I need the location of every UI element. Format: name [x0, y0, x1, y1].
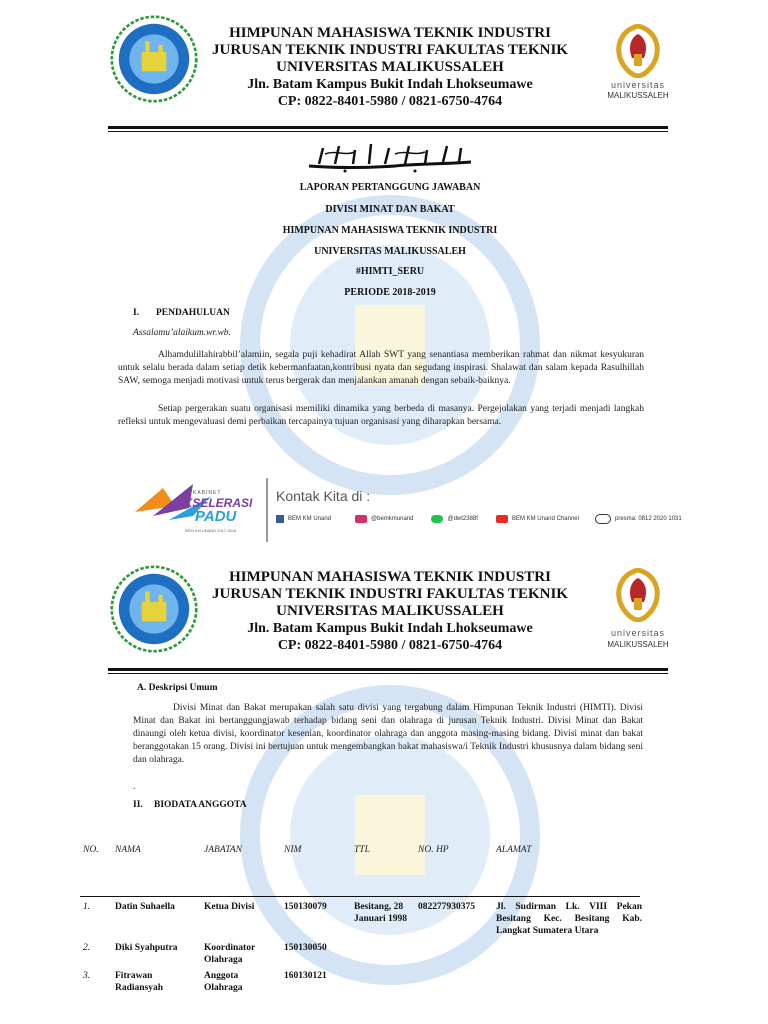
header2-phone: CP: 0822-8401-5980 / 0821-6750-4764 [277, 638, 503, 653]
report-title-line-6: PERIODE 2018-2019 [344, 287, 436, 298]
table-header-no: NO. [83, 845, 99, 855]
row-1-ttl: Besitang, 28 Januari 1998 [354, 902, 408, 924]
header2-line-1: HIMPUNAN MAHASISWA TEKNIK INDUSTRI [229, 569, 551, 585]
intro-paragraph-1: Alhamdulillahirabbil’alamiin, segala puji kehadirat Allah SWT yang senantiasa memberikan rahmat dan nikmat kesyukuran untuk selalu berada dalam setiap detik kebermanfaatan,kontribusi nyata dan segudang inspirasi. Shalawat dan salam kepada Rasulhillah SAW, semoga menjadi motivasi untuk terus bergerak dan menjalankan amanah dengan sebaik-baiknya. [118, 350, 644, 386]
row-1-jabatan: Ketua Divisi [204, 902, 255, 912]
kabinet-padu: PADU [195, 508, 237, 525]
section-a-paragraph: Divisi Minat dan Bakat merupakan salah satu divisi yang tergabung dalam Himpunan Teknik Industri (HIMTI). Divisi Minat dan Bakat ini bertanggungjawab terhadap bidang seni dan olahraga di jurusan Teknik Industri. Divisi Minat dan Bakat dinaungi oleh ketua divisi, koordinator kesenian, koordinator olahraga dan anggota masing-masing bidang. Divisi minat dan bakat beranggotakan 15 orang. Divisi ini bertujuan untuk mengembangkan bakat mahasiswa/i Teknik Industri khususnya dalam bidang seni dan olahraga. [133, 703, 643, 765]
kabinet-small: KABINET [193, 490, 222, 496]
unimal-logo2-text-2: MALIKUSSALEH [607, 640, 669, 649]
intro-paragraph-2: Setiap pergerakan suatu organisasi memiliki dinamika yang berbeda di masanya. Pergejolakan yang terjadi menjadi langkah refleksi untuk mengevaluasi demi perbaikan tercapainya tujuan organisasi yang diharapkan bersama. [118, 404, 644, 427]
instagram-icon [355, 515, 367, 523]
unimal-logo [612, 24, 664, 78]
contact-phone: presma: 0812 2020 1031 [614, 516, 682, 522]
report-title-line-4: UNIVERSITAS MALIKUSSALEH [314, 246, 466, 257]
row-3-jabatan: Anggota Olahraga [204, 971, 243, 993]
row-2-nama: Diki Syahputra [115, 943, 178, 953]
basmalah-calligraphy [305, 140, 475, 176]
table-rule [80, 896, 640, 897]
row-2-nim: 150130050 [284, 943, 327, 953]
header-line-2: JURUSAN TEKNIK INDUSTRI FAKULTAS TEKNIK [212, 42, 568, 58]
row-1-no: 1. [83, 902, 91, 912]
himti-logo-2 [110, 565, 198, 653]
phone-icon [595, 514, 611, 524]
header2-line-2: JURUSAN TEKNIK INDUSTRI FAKULTAS TEKNIK [212, 586, 568, 602]
unimal-logo-text-2: MALIKUSSALEH [607, 91, 669, 100]
row-1-hp: 082277930375 [418, 902, 475, 912]
table-header-nim: NIM [284, 845, 302, 855]
section-a-title: A. Deskripsi Umum [137, 683, 218, 693]
header-address: Jln. Batam Kampus Bukit Indah Lhokseumawe [247, 77, 533, 92]
unimal-logo-2 [612, 568, 664, 622]
report-title-line-1: LAPORAN PERTANGGUNG JAWABAN [299, 182, 481, 193]
table-header-nama: NAMA [115, 845, 141, 855]
section-1-title: PENDAHULUAN [156, 308, 230, 318]
header-rule-thin [108, 131, 668, 132]
unimal-logo2-text-1: universitas [610, 628, 666, 638]
kabinet-logo [133, 482, 263, 542]
header-line-1: HIMPUNAN MAHASISWA TEKNIK INDUSTRI [229, 25, 551, 41]
greeting: Assalamu’alaikum.wr.wb. [133, 328, 231, 338]
header-rule-thick [108, 126, 668, 129]
table-header-hp: NO. HP [418, 845, 449, 855]
row-2-no: 2. [83, 943, 91, 953]
header2-rule-thin [108, 673, 668, 674]
section-1-number: I. [133, 308, 140, 318]
watermark-logo-1 [240, 195, 540, 495]
contact-title: Kontak Kita di : [276, 488, 371, 504]
table-header-ttl: TTL [354, 845, 370, 855]
table-header-jabatan: JABATAN [204, 845, 242, 855]
contact-line: @dwt2388f [447, 516, 478, 522]
report-title-line-2: DIVISI MINAT DAN BAKAT [325, 204, 455, 215]
header-phone: CP: 0822-8401-5980 / 0821-6750-4764 [277, 94, 503, 109]
section-2-title: BIODATA ANGGOTA [154, 800, 247, 810]
row-1-alamat: Jl. Sudirman Lk. VIII Pekan Besitang Kec. Besitang Kab. Langkat Sumatera Utara [496, 902, 642, 936]
unimal-logo-text-1: universitas [610, 80, 666, 90]
report-title-line-5: #HIMTI_SERU [355, 266, 425, 277]
contact-instagram: @bemkmunand [371, 516, 414, 522]
facebook-icon [276, 515, 284, 523]
header2-rule-thick [108, 668, 668, 671]
contact-row [276, 514, 682, 524]
row-1-nama: Datin Suhaella [115, 902, 175, 912]
kabinet-akselerasi: AKSELERASI [175, 496, 253, 510]
header2-address: Jln. Batam Kampus Bukit Indah Lhokseumawe [247, 621, 533, 636]
youtube-icon [496, 515, 508, 523]
row-2-jabatan: Koordinator Olahraga [204, 943, 256, 965]
header-line-3: UNIVERSITAS MALIKUSSALEH [276, 59, 504, 75]
kabinet-tag: BEM KM UNAND 2017-2018 [185, 528, 237, 533]
section-a-dot: . [133, 782, 136, 792]
line-icon [431, 515, 443, 523]
header2-line-3: UNIVERSITAS MALIKUSSALEH [276, 603, 504, 619]
contact-facebook: BEM KM Unand [288, 516, 332, 522]
banner-divider [266, 478, 268, 542]
row-3-nama: Fitrawan Radiansyah [115, 971, 164, 993]
report-title-line-3: HIMPUNAN MAHASISWA TEKNIK INDUSTRI [282, 225, 498, 236]
himti-logo [110, 15, 198, 103]
row-3-nim: 160130121 [284, 971, 327, 981]
contact-youtube: BEM KM Unand Channel [511, 516, 579, 522]
row-3-no: 3. [83, 971, 91, 981]
row-1-nim: 150130079 [284, 902, 327, 912]
section-2-number: II. [133, 800, 143, 810]
table-header-alamat: ALAMAT [496, 845, 532, 855]
